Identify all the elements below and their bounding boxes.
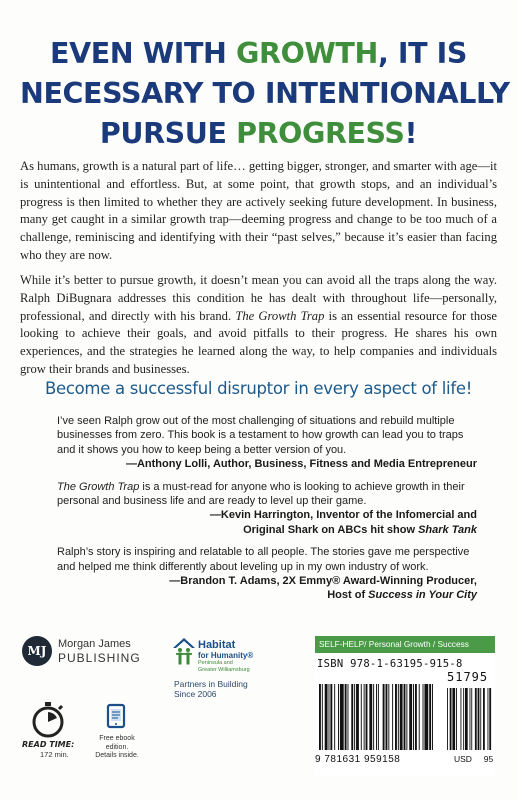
price-code: 51795 xyxy=(447,670,489,684)
read-time-label: READ TIME: xyxy=(22,740,75,749)
publisher-logo xyxy=(22,636,150,668)
barcode-area xyxy=(315,654,495,776)
headline-progress-word: PROGRESS xyxy=(236,117,405,150)
headline xyxy=(20,34,510,154)
habitat-sub: for Humanity® xyxy=(198,651,254,660)
testimonial-quote: Ralph’s story is inspiring and relatable to all people. The stories gave me perspective and helped me think differently about leveling up in my own industry of work. xyxy=(57,546,470,573)
habitat-partners: Partners in Building Since 2006 xyxy=(174,679,248,699)
ebook-text: Free ebook edition. Details inside. xyxy=(95,735,139,759)
tagline: Become a successful disruptor in every aspect of life! xyxy=(44,379,473,398)
publisher-name: Morgan James xyxy=(58,638,131,650)
testimonial-attribution: —Anthony Lolli, Author, Business, Fitness and Media Entrepreneur xyxy=(125,458,477,471)
ebook-offer xyxy=(92,702,152,762)
publisher-sub: PUBLISHING xyxy=(58,651,141,665)
headline-line-2: NECESSARY TO INTENTIONALLY xyxy=(20,77,510,110)
testimonials xyxy=(57,414,477,611)
headline-line-3: PURSUE PROGRESS! xyxy=(99,117,418,150)
body-paragraph-2: While it’s better to pursue growth, it doesn’t mean you can avoid all the traps along the way. Ralph DiBugnara addresses this condition he has dealt with throughout life—personally, professional, and directly with his brand. The Growth Trap is an essential resource for those looking to achieve their goals, and avoid pitfalls to their progress. He shares his own experiences, and the strategies he learned along the way, to help companies and individuals grow their brands and businesses. xyxy=(20,273,498,376)
read-time-value: 172 min. xyxy=(40,750,69,759)
currency-label: USD 95 xyxy=(454,754,494,764)
ean-barcode xyxy=(315,684,495,752)
habitat-region: Peninsula and Greater Williamsburg xyxy=(198,660,250,673)
headline-growth-word: GROWTH xyxy=(236,37,378,70)
habitat-logo xyxy=(172,637,302,733)
testimonial-attribution: —Kevin Harrington, Inventor of the Infomercial and Original Shark on ABCs hit show Shark Tank xyxy=(209,509,477,536)
headline-line-1: EVEN WITH GROWTH, IT IS xyxy=(50,37,467,70)
body-paragraph-1: As humans, growth is a natural part of life… getting bigger, stronger, and smarter with age—it is unintentional and effortless. But, at some point, that growth stops, and an individual’s progress is then limited to whether they are actively seeking future development. In business, many get caught in a similar growth trap—deeming progress and change to be too much of a challenge, reminiscing and identifying with their “past selves,” because it’s easier than facing who they are now. xyxy=(20,159,497,262)
isbn-text: ISBN 978-1-63195-915-8 xyxy=(317,658,463,670)
book-title-inline: The Growth Trap xyxy=(235,308,325,323)
read-time xyxy=(22,700,82,760)
testimonial-quote: The Growth Trap is a must-read for anyone who is looking to achieve growth in their personal and business life and are ready to level up their game. xyxy=(57,480,465,508)
stopwatch-icon xyxy=(28,700,68,740)
habitat-house-icon xyxy=(172,637,196,669)
publisher-monogram-icon: MJ xyxy=(22,636,52,666)
ean-digits: 9 781631 959158 xyxy=(315,754,401,765)
ebook-icon xyxy=(102,702,132,732)
habitat-name: Habitat xyxy=(198,639,236,651)
testimonial-attribution: —Brandon T. Adams, 2X Emmy® Award-Winning Producer, Host of Success in Your City xyxy=(169,575,477,602)
testimonial-quote: I’ve seen Ralph grow out of the most challenging of situations and rebuild multiple businesses from zero. This book is a testament to how growth can lead you to traps and it shows you how to keep being a better version of you. xyxy=(57,415,464,456)
category-label: SELF-HELP/ Personal Growth / Success xyxy=(315,636,495,653)
